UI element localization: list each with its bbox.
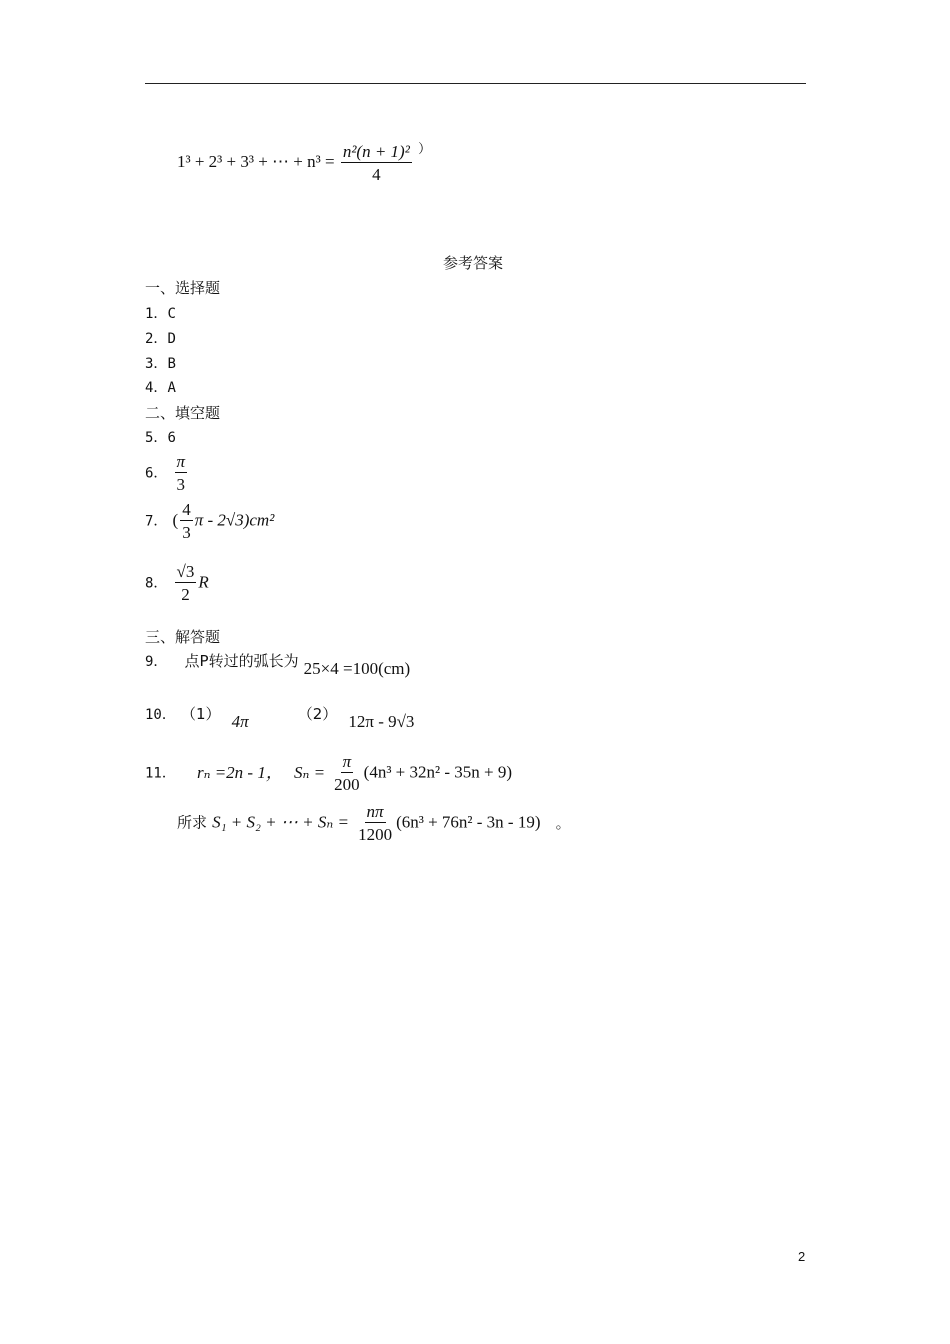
choice-answer-3: 3．B: [145, 356, 176, 372]
formula-denominator: 4: [372, 165, 381, 185]
formula-lhs: 1³ + 2³ + 3³ + ⋯ + n³ =: [177, 151, 335, 171]
fill-answer-8: 8． $\frac{√3}{2}$ R: [145, 562, 209, 605]
section-heading-solve: 三、解答题: [145, 628, 221, 646]
formula-numerator: n²(n + 1)²: [341, 142, 412, 163]
solve-answer-11: 11． rₙ =2n - 1， Sₙ = $\frac{\pi}{200}$ (4n³ + 32n² - 35n + 9): [145, 752, 513, 795]
fraction: $\frac{4}{3}$: [182, 500, 191, 543]
fill-answer-7: 7． ( $\frac{4}{3}$ π - 2√3)cm²: [145, 500, 275, 543]
solve-answer-10: 10． （1） 4π （2） 12π - 9√3: [145, 705, 415, 731]
section-heading-fill: 二、填空题: [145, 404, 221, 422]
header-rule: [145, 83, 806, 84]
page-number: 2: [798, 1249, 806, 1264]
fill-answer-5: 5．6: [145, 430, 176, 446]
sum-of-cubes-formula: [177, 142, 431, 184]
formula-fraction: [341, 142, 412, 184]
solve-answer-11-sum: 所求 S₁ + S₂ + ⋯ + Sₙ = $\frac{n\pi}{1200}$ (6n³ + 76n² - 3n - 19) 。: [177, 802, 571, 845]
fraction: $\frac{\pi}{3}$: [176, 452, 186, 495]
fraction: $\frac{n\pi}{1200}$: [358, 802, 393, 845]
formula-tail: ）: [418, 140, 432, 156]
fraction: $\frac{\pi}{200}$: [334, 752, 360, 795]
choice-answer-1: 1．C: [145, 306, 176, 322]
answer-title: 参考答案: [443, 254, 504, 272]
solve-answer-9: 9． 点P转过的弧长为 25×4 =100(cm): [145, 652, 411, 678]
choice-answer-2: 2．D: [145, 331, 176, 347]
fraction: $\frac{√3}{2}$: [176, 562, 195, 605]
section-heading-choice: 一、选择题: [145, 279, 221, 297]
fill-answer-6: 6． $\frac{\pi}{3}$: [145, 452, 186, 495]
choice-answer-4: 4．A: [145, 380, 176, 396]
